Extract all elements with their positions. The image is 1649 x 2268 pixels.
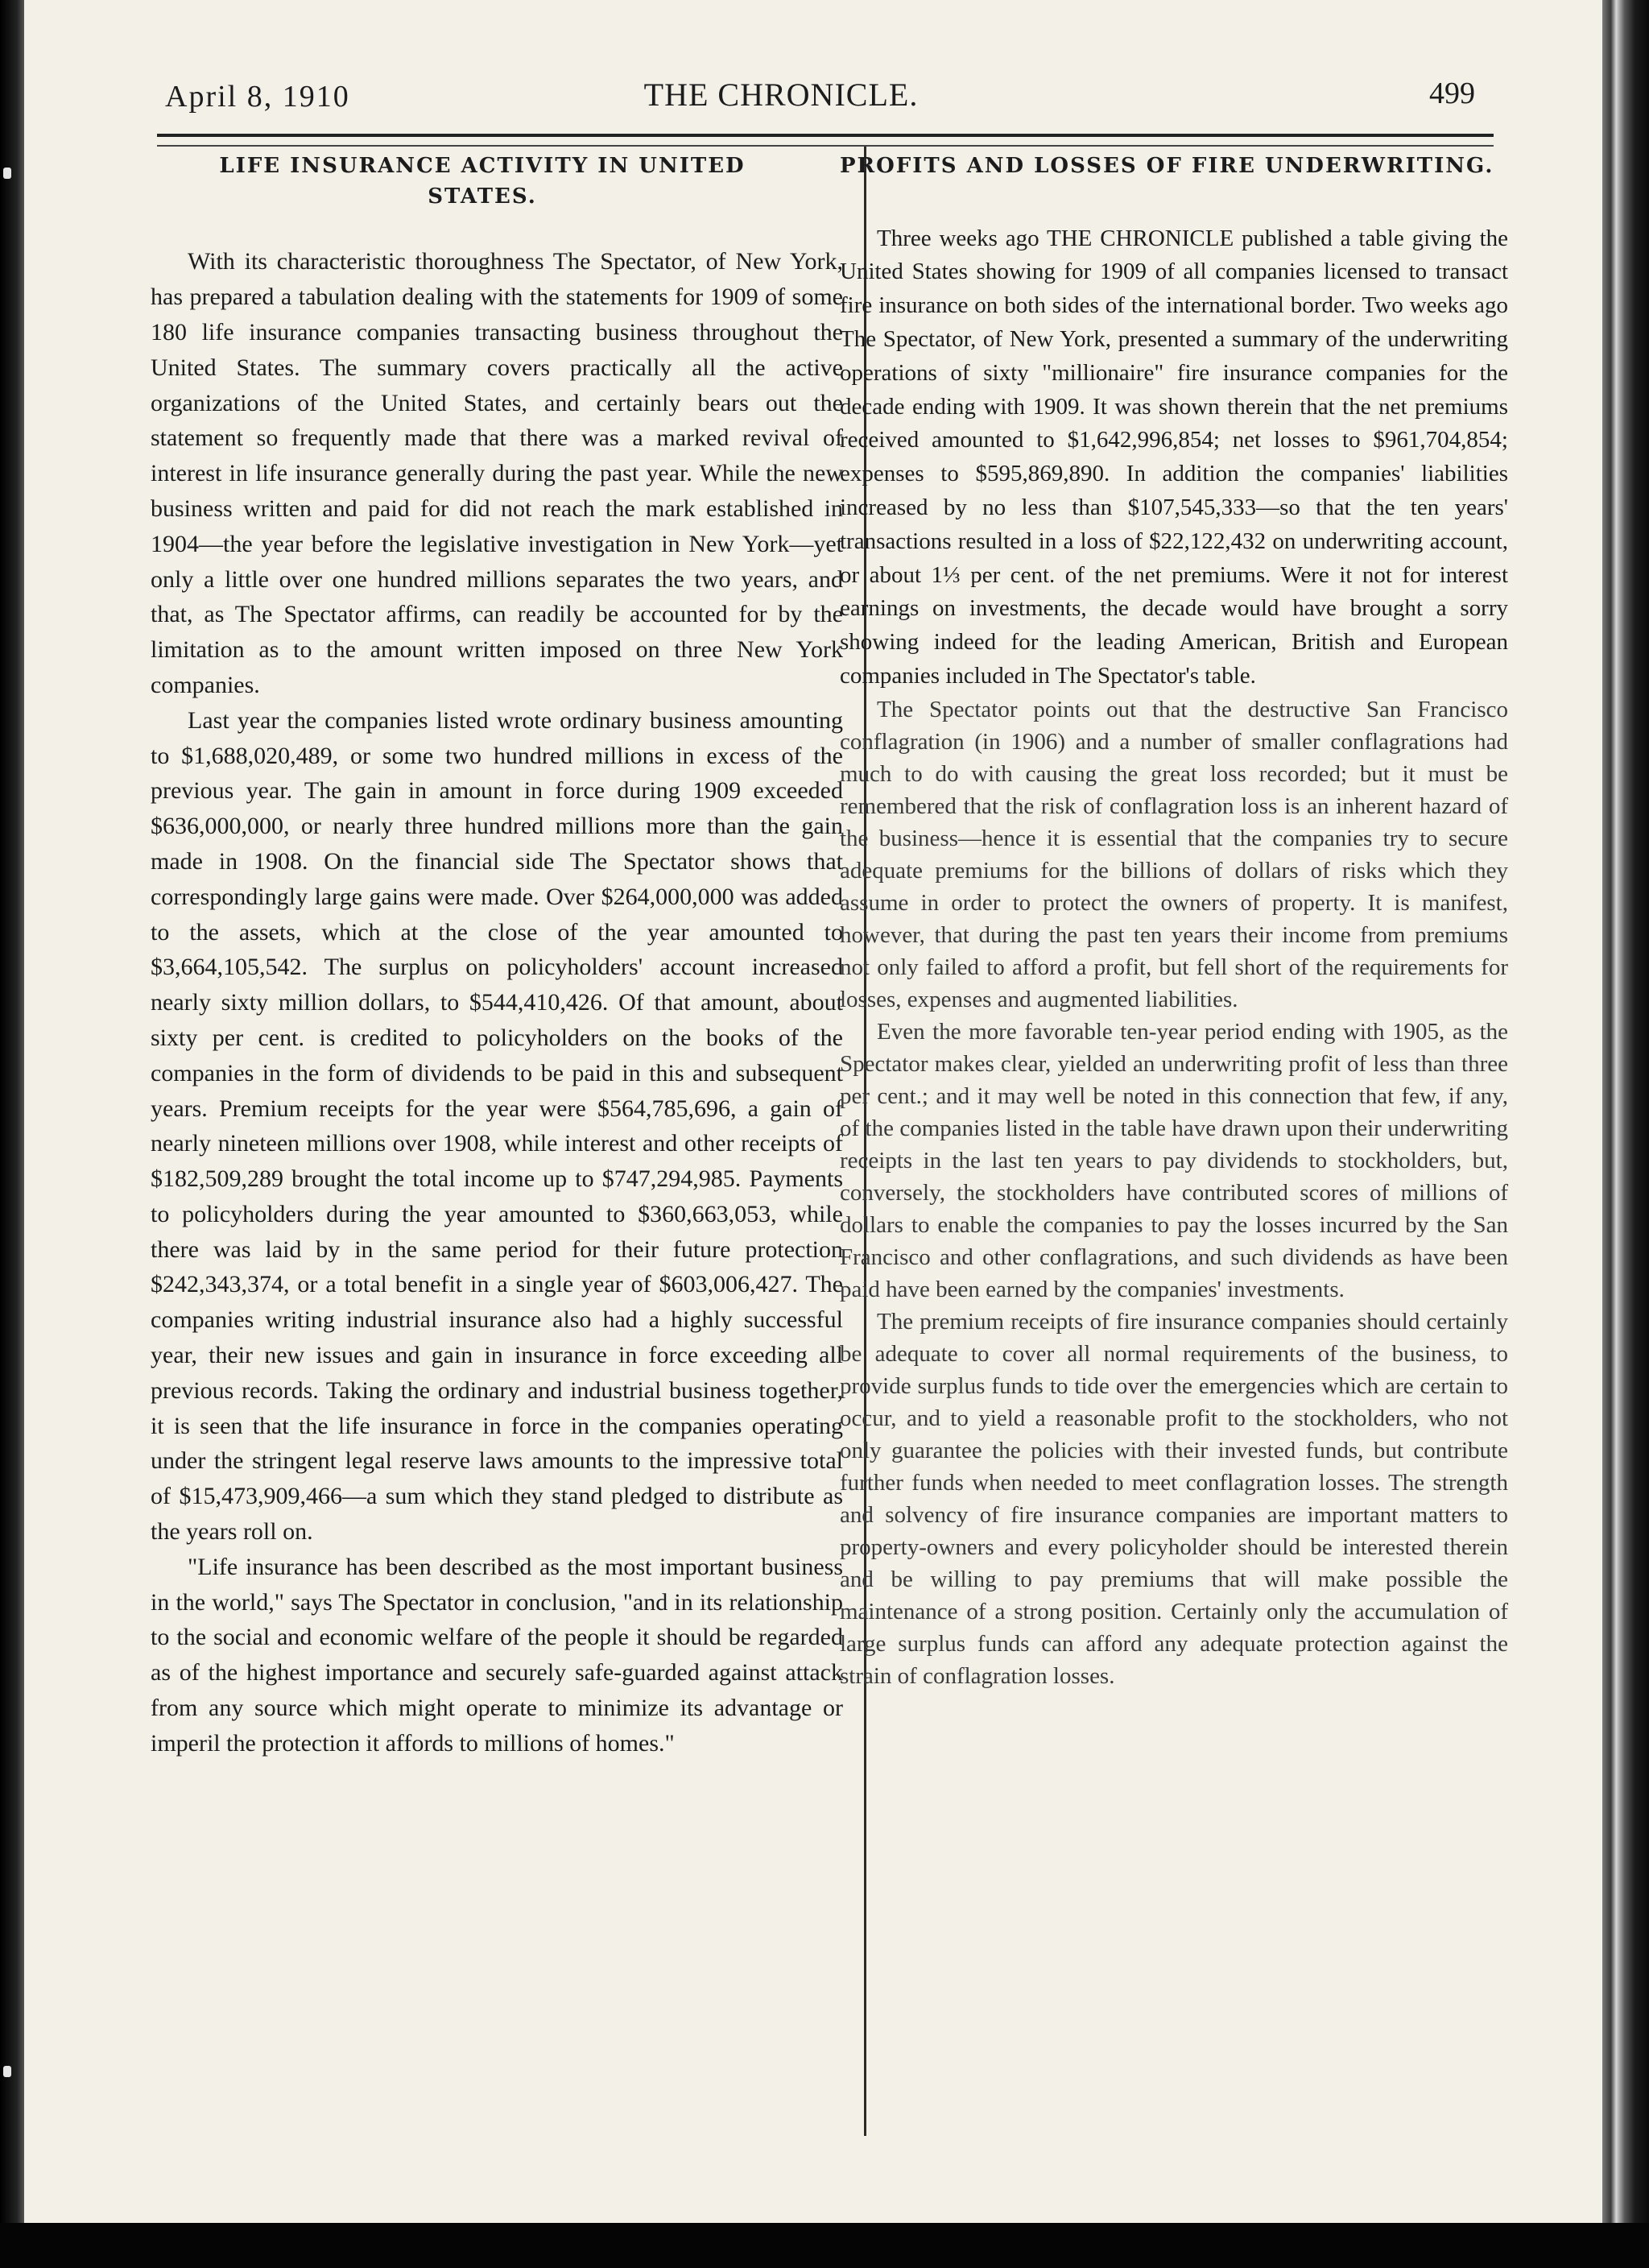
article-paragraph: Last year the companies listed wrote ordinary business amounting to $1,688,020,489, or some two hundred millions in excess of the previous year. The gain in amount in force during 1909 exceeded $636,000,000, or nearly three hundred millions more than the gain made in 1908. On the financial side The Spectator shows that correspondingly large gains were made. Over $264,000,000 was added to the assets, which at the close of the year amounted to $3,664,105,542. The surplus on policyholders' account increased nearly sixty million dollars, to $544,410,426. Of that amount, about sixty per cent. is credited to policyholders on the books of the companies in the form of dividends to be paid in this and subsequent years. Premium receipts for the year were $564,785,696, a gain of nearly nineteen millions over 1908, while interest and other receipts of $182,509,289 brought the total income up to $747,294,985. Payments to policyholders during the year amounted to $360,663,053, while there was laid by in the same period for their future protection $242,343,374, or a total benefit in a single year of $603,006,427. The companies writing industrial insurance also had a highly successful year, their new issues and gain in insurance in force exceeding all previous records. Taking the ordinary and industrial business together, it is seen that the life insurance in force in the companies operating under the stringent legal reserve laws amounts to the impressive total of $15,473,909,466—a sum which they stand pledged to distribute as the years roll on. <box>151 706 843 1546</box>
left-binding-shadow <box>0 0 24 2268</box>
article-paragraph: "Life insurance has been described as the most important business in the world," says The Spectator in conclusion, "and in its relationship to the social and economic welfare of the people it should be regarded as of the highest importance and securely safe-guarded against attack from any source which might operate to minimize its advantage or imperil the protection it affords to millions of homes." <box>151 1553 843 1757</box>
article-paragraph: With its characteristic thoroughness The Spectator, of New York, has prepared a tabulation dealing with the statements for 1909 of some 180 life insurance companies transacting business throughout the United States. The summary covers practically all the active organizations of the United States, and certainly bears out the statement so frequently made that there was a marked revival of interest in life insurance generally during the past year. While the new business written and paid for did not reach the mark established in 1904—the year before the legislative investigation in New York—yet only a little over one hundred millions separates the two years, and that, as The Spectator affirms, can readily be accounted for by the limitation as to the amount written imposed on three New York companies. <box>151 248 843 698</box>
article-paragraph: Even the more favorable ten-year period ending with 1905, as the Spectator makes clear, yielded an underwriting profit of less than three per cent.; and it may well be noted in this connection that few, if any, of the companies listed in the table have drawn upon their underwriting receipts in the last ten years to pay dividends to stockholders, but, conversely, the stockholders have contributed scores of millions of dollars to enable the companies to pay the losses incurred by the San Francisco and other conflagrations, and such dividends as have been paid have been earned by the companies' investments. <box>840 1018 1508 1302</box>
right-column <box>840 151 1508 1692</box>
scan-bottom-edge <box>0 2223 1649 2268</box>
article-heading: PROFITS AND LOSSES OF FIRE UNDERWRITING. <box>840 154 1494 178</box>
left-column <box>151 151 843 1761</box>
publication-title: THE CHRONICLE. <box>643 77 919 113</box>
running-head <box>24 76 1602 124</box>
page-number: 499 <box>1429 77 1475 110</box>
article-paragraph: The Spectator points out that the destructive San Francisco conflagration (in 1906) and a number of smaller conflagrations had much to do with causing the great loss recorded; but it must be remembered that the risk of conflagration loss is an inherent hazard of the business—hence it is essential that the companies try to secure adequate premiums for the billions of dollars of risks which they assume in order to protect the owners of property. It is manifest, however, that during the past ten years their income from premiums not only failed to afford a profit, but fell short of the requirements for losses, expenses and augmented liabilities. <box>840 696 1508 1012</box>
newspaper-page <box>24 0 1602 2223</box>
margin-mark <box>3 2066 11 2077</box>
issue-date: April 8, 1910 <box>165 80 350 114</box>
article-heading: LIFE INSURANCE ACTIVITY IN UNITED STATES. <box>219 154 746 209</box>
binding-edge <box>1602 0 1649 2268</box>
article-paragraph: Three weeks ago THE CHRONICLE published a table giving the United States showing for 1909 of all companies licensed to transact fire insurance on both sides of the international border. Two weeks ago The Spectator, of New York, presented a summary of the underwriting operations of sixty "millionaire" fire insurance companies for the decade ending with 1909. It was shown therein that the net premiums received amounted to $1,642,996,854; net losses to $961,704,854; expenses to $595,869,890. In addition the companies' liabilities increased by no less than $107,545,333—so that the ten years' transactions resulted in a loss of $22,122,432 on underwriting account, or about 1⅓ per cent. of the net premiums. Were it not for interest earnings on investments, the decade would have brought a sorry showing indeed for the leading American, British and European companies included in The Spectator's table. <box>840 225 1508 689</box>
margin-mark <box>3 168 11 179</box>
article-paragraph: The premium receipts of fire insurance companies should certainly be adequate to cover all normal requirements of the business, to provide surplus funds to tide over the emergencies which are certain to occur, and to yield a reasonable profit to the stockholders, who not only guarantee the policies with their invested funds, but contribute further funds when needed to meet conflagration losses. The strength and solvency of fire insurance companies are important matters to property-owners and every policyholder should be interested therein and be willing to pay premiums that will make possible the maintenance of a strong position. Certainly only the accumulation of large surplus funds can afford any adequate protection against the strain of conflagration losses. <box>840 1308 1508 1689</box>
header-rule <box>157 134 1494 147</box>
